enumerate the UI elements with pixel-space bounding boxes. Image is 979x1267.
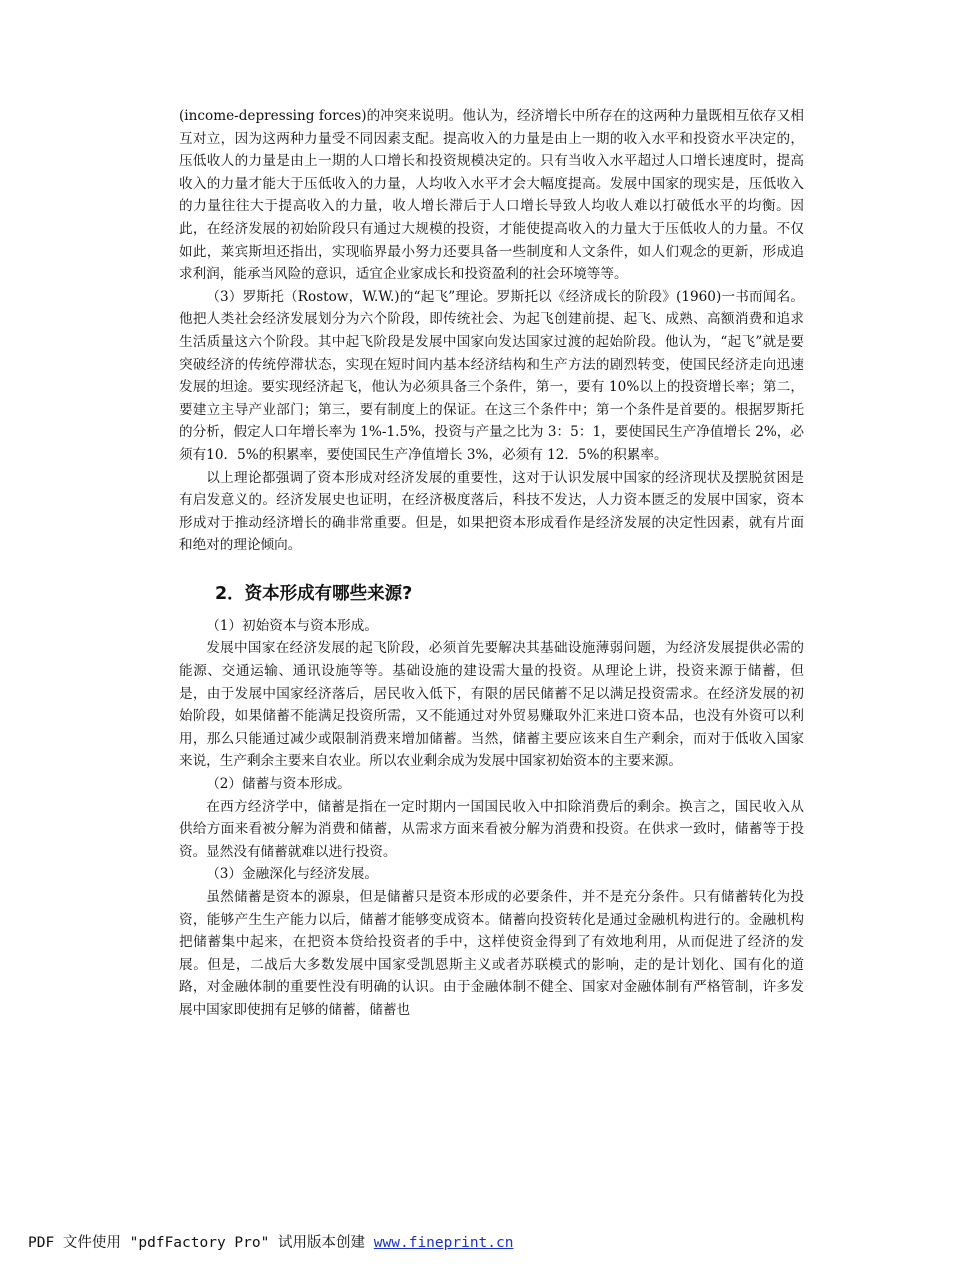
fineprint-link[interactable]: www.fineprint.cn <box>373 1235 514 1251</box>
document-page <box>179 105 804 1022</box>
body-paragraph: 在西方经济学中，储蓄是指在一定时期内一国国民收入中扣除消费后的剩余。换言之，国民收入从供给方面来看被分解为消费和储蓄，从需求方面来看被分解为消费和投资。在供求一致时，储蓄等于投资。显然没有储蓄就难以进行投资。 <box>179 798 804 860</box>
pdf-footer <box>28 1231 513 1252</box>
body-paragraph: 发展中国家在经济发展的起飞阶段，必须首先要解决其基础设施薄弱问题，为经济发展提供必需的能源、交通运输、通讯设施等等。基础设施的建设需大量的投资。从理论上讲，投资来源于储蓄，但是，由于发展中国家经济落后，居民收入低下，有限的居民储蓄不足以满足投资需求。在经济发展的初始阶段，如果储蓄不能满足投资所需，又不能通过对外贸易赚取外汇来进口资本品，也没有外资可以利用，那么只能通过减少或限制消费来增加储蓄。当然，储蓄主要应该来自生产剩余，而对于低收入国家来说，生产剩余主要来自农业。所以农业剩余成为发展中国家初始资本的主要来源。 <box>179 640 804 770</box>
subsection-title: （3）金融深化与经济发展。 <box>206 866 378 883</box>
subsection-title: （2）储蓄与资本形成。 <box>206 776 351 793</box>
footer-text: PDF 文件使用 "pdfFactory Pro" 试用版本创建 <box>28 1235 374 1251</box>
section-heading: 2．资本形成有哪些来源? <box>215 583 413 604</box>
subsection-title: （1）初始资本与资本形成。 <box>206 617 378 634</box>
body-paragraph: （3）罗斯托（Rostow，W.W.)的“起飞”理论。罗斯托以《经济成长的阶段》(1960)一书而闻名。他把人类社会经济发展划分为六个阶段，即传统社会、为起飞创建前提、起飞、成熟、高额消费和追求生活质量这六个阶段。其中起飞阶段是发展中国家向发达国家过渡的起始阶段。他认为，“起飞”就是要突破经济的传统停滞状态，实现在短时间内基本经济结构和生产方法的剧烈转变，使国民经济走向迅速发展的坦途。要实现经济起飞，他认为必须具备三个条件，第一，要有 10%以上的投资增长率；第二，要建立主导产业部门；第三，要有制度上的保证。在这三个条件中；第一个条件是首要的。根据罗斯托的分析，假定人口年增长率为 1%-1.5%，投资与产量之比为 3：5：1，要使国民生产净值增长 2%，必须有10．5%的积累率，要使国民生产净值增长 3%，必须有 12．5%的积累率。 <box>179 288 804 463</box>
body-paragraph: (income-depressing forces)的冲突来说明。他认为，经济增长中所存在的这两种力量既相互依存又相互对立，因为这两种力量受不同因素支配。提高收入的力量是由上一期的收入水平和投资水平决定的，压低收人的力量是由上一期的人口增长和投资规模决定的。只有当收入水平超过人口增长速度时，提高收入的力量才能大于压低收入的力量，人均收入水平才会大幅度提高。发展中国家的现实是，压低收入的力量往往大于提高收入的力量，收人增长滞后于人口增长导致人均收人难以打破低水平的均衡。因此，在经济发展的初始阶段只有通过大规模的投资，才能使提高收入的力量大于压低收人的力量。不仅如此，莱宾斯坦还指出，实现临界最小努力还要具备一些制度和人文条件，如人们观念的更新，形成追求利润，能承当风险的意识，适宜企业家成长和投资盈利的社会环境等等。 <box>179 108 804 283</box>
body-paragraph: 虽然储蓄是资本的源泉，但是储蓄只是资本形成的必要条件，并不是充分条件。只有储蓄转化为投资，能够产生生产能力以后，储蓄才能够变成资本。储蓄向投资转化是通过金融机构进行的。金融机构把储蓄集中起来，在把资本贷给投资者的手中，这样使资金得到了有效地利用，从而促进了经济的发展。但是，二战后大多数发展中国家受凯恩斯主义或者苏联模式的影响，走的是计划化、国有化的道路，对金融体制的重要性没有明确的认识。由于金融体制不健全、国家对金融体制有严格管制，许多发展中国家即使拥有足够的储蓄，储蓄也 <box>179 889 804 1018</box>
body-paragraph: 以上理论都强调了资本形成对经济发展的重要性，这对于认识发展中国家的经济现状及摆脱贫困是有启发意义的。经济发展史也证明，在经济极度落后，科技不发达，人力资本匮乏的发展中国家，资本形成对于推动经济增长的确非常重要。但是，如果把资本形成看作是经济发展的决定性因素，就有片面和绝对的理论倾向。 <box>179 469 804 554</box>
